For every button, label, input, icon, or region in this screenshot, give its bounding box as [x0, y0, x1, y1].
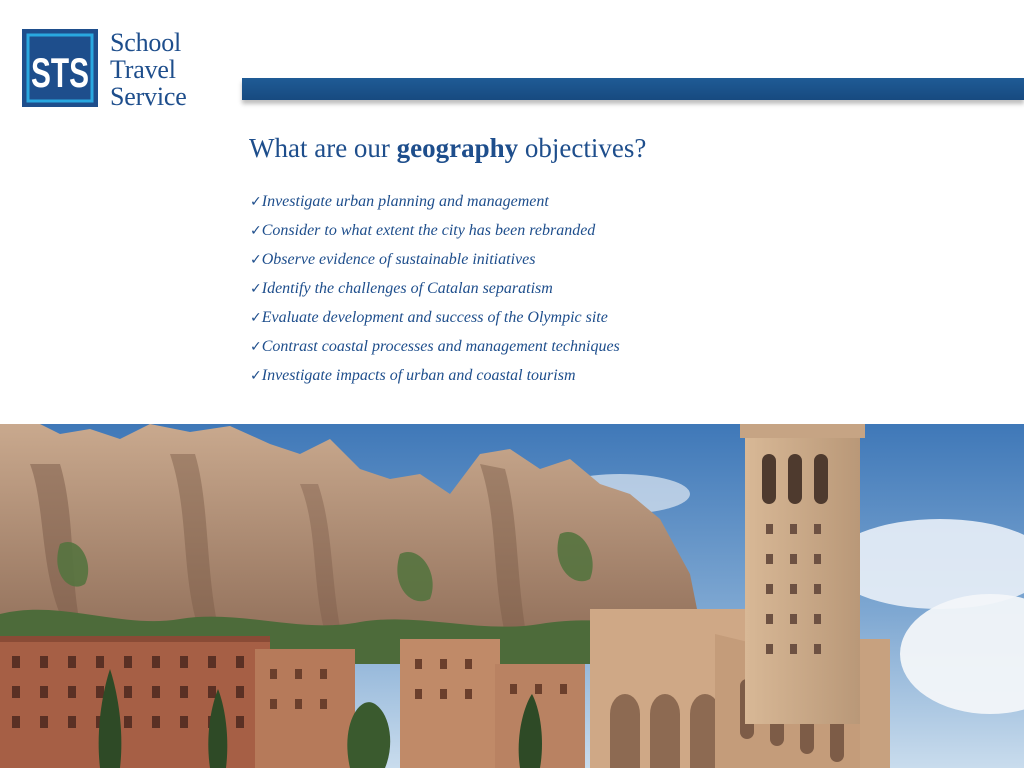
objective-text: Consider to what extent the city has been rebranded	[261, 222, 596, 239]
objective-item	[250, 277, 620, 306]
objective-item	[250, 219, 620, 248]
objective-text: Investigate urban planning and management	[261, 193, 549, 210]
objective-item	[250, 306, 620, 335]
checkmark-icon: ✓	[250, 310, 262, 326]
checkmark-icon: ✓	[250, 339, 262, 355]
objective-text: Investigate impacts of urban and coastal tourism	[261, 367, 576, 384]
logo-line-travel: Travel	[110, 55, 176, 84]
building-left-windows	[12, 656, 244, 728]
title-prefix: What are our	[249, 133, 397, 163]
building-left-roof	[0, 636, 270, 642]
objective-item	[250, 190, 620, 219]
bell-tower-top	[740, 424, 865, 438]
sts-logo-letters: STS	[31, 49, 89, 96]
title-emphasis: geography	[396, 133, 519, 163]
checkmark-icon: ✓	[250, 223, 262, 239]
checkmark-icon: ✓	[250, 194, 262, 210]
checkmark-icon: ✓	[250, 252, 262, 268]
header-bar	[242, 78, 1024, 100]
sts-logo-wordmark	[110, 29, 187, 110]
right-wing	[860, 639, 890, 768]
bell-tower-openings	[762, 454, 828, 504]
objective-text: Observe evidence of sustainable initiatives	[261, 251, 536, 268]
title-suffix: objectives?	[518, 133, 647, 163]
objective-text: Evaluate development and success of the Olympic site	[261, 309, 608, 326]
objective-text: Contrast coastal processes and management techniques	[261, 338, 620, 355]
objective-item	[250, 335, 620, 364]
objective-item	[250, 248, 620, 277]
checkmark-icon: ✓	[250, 368, 262, 384]
basilica-arches	[610, 694, 720, 768]
sts-logo	[22, 29, 187, 110]
objectives-list	[250, 190, 620, 393]
sts-logo-mark	[22, 29, 98, 107]
montserrat-landscape-photo	[0, 424, 1024, 768]
building-center-2	[400, 639, 500, 768]
logo-line-service: Service	[110, 82, 187, 111]
logo-line-school: School	[110, 28, 182, 57]
page-title	[249, 133, 646, 164]
objective-text: Identify the challenges of Catalan separatism	[261, 280, 553, 297]
checkmark-icon: ✓	[250, 281, 262, 297]
objective-item	[250, 364, 620, 393]
